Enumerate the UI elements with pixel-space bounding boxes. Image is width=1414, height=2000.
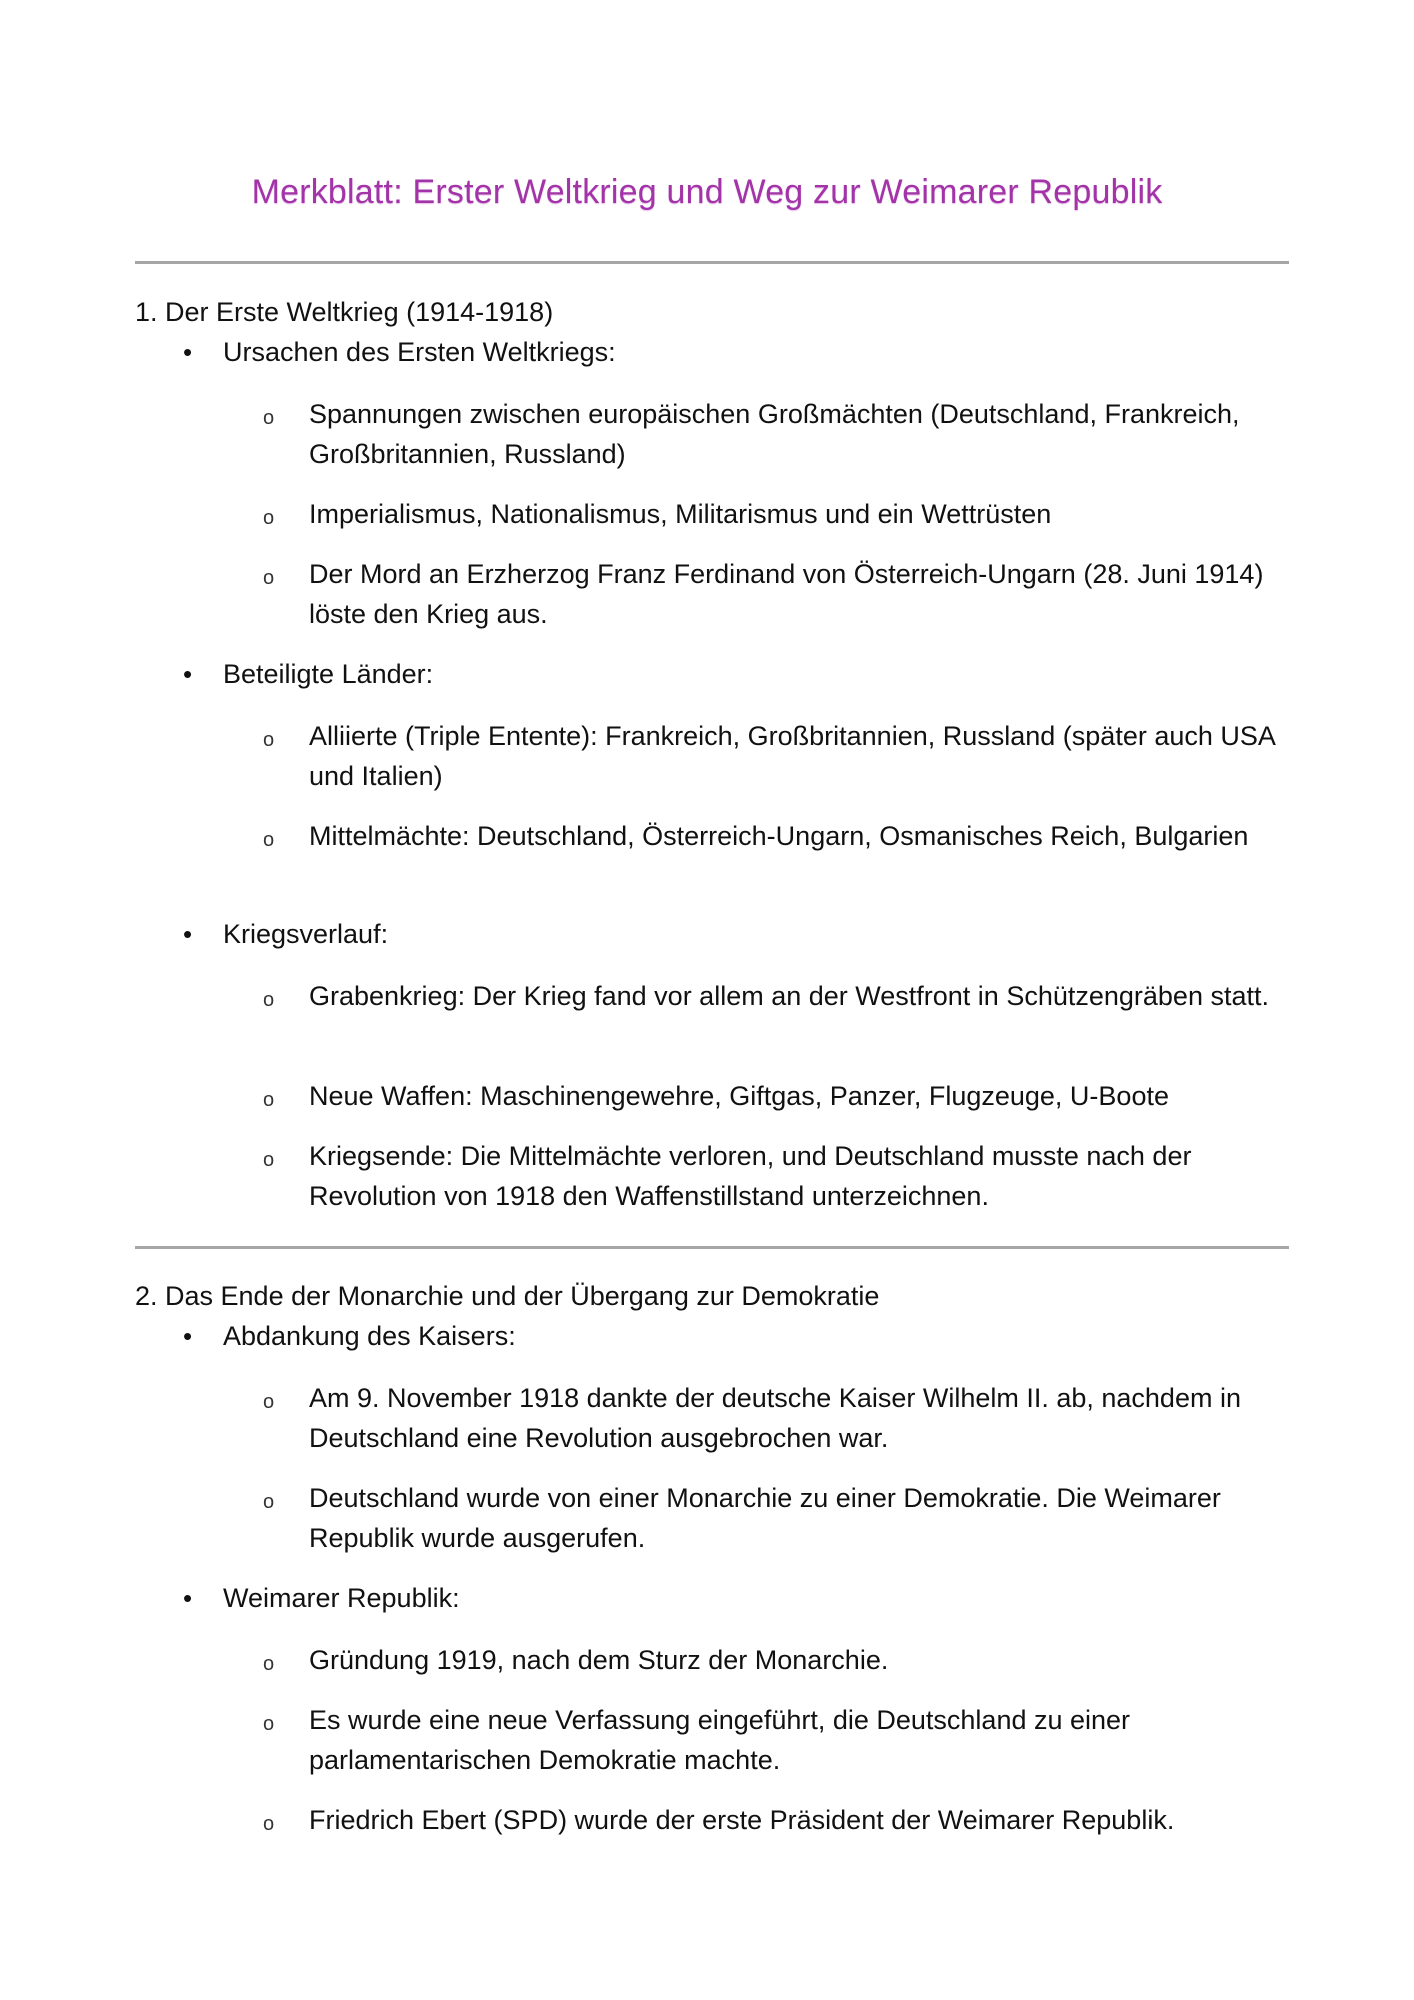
sub-bullet-icon: o (263, 407, 275, 429)
sub-item-text: Es wurde eine neue Verfassung eingeführt, die Deutschland zu einer parlamentarischen Demokratie machte. (309, 1705, 1131, 1775)
sub-bullet-icon: o (263, 1713, 275, 1735)
section-divider (135, 1246, 1289, 1249)
section-heading: 2. Das Ende der Monarchie und der Übergang zur Demokratie (135, 1281, 880, 1311)
sub-item-text: Gründung 1919, nach dem Sturz der Monarchie. (309, 1645, 889, 1675)
document-title: Merkblatt: Erster Weltkrieg und Weg zur Weimarer Republik (251, 173, 1163, 211)
section-divider (135, 261, 1289, 264)
sub-item-text: Der Mord an Erzherzog Franz Ferdinand von Österreich-Ungarn (28. Juni 1914) löste den Krieg aus. (309, 559, 1264, 629)
sub-bullet-icon: o (263, 1653, 275, 1675)
bullet-label: Beteiligte Länder: (223, 659, 434, 689)
sub-bullet-icon: o (263, 1391, 275, 1413)
sub-bullet-icon: o (263, 729, 275, 751)
sub-item-text: Mittelmächte: Deutschland, Österreich-Ungarn, Osmanisches Reich, Bulgarien (309, 821, 1249, 851)
bullet-label: Weimarer Republik: (223, 1583, 460, 1613)
sub-bullet-icon: o (263, 1813, 275, 1835)
sub-item-text: Friedrich Ebert (SPD) wurde der erste Präsident der Weimarer Republik. (309, 1805, 1175, 1835)
bullet-icon: • (183, 1321, 193, 1351)
sub-bullet-icon: o (263, 829, 275, 851)
bullet-label: Ursachen des Ersten Weltkriegs: (223, 337, 616, 367)
section-heading: 1. Der Erste Weltkrieg (1914-1918) (135, 297, 554, 327)
sub-item-text: Imperialismus, Nationalismus, Militarismus und ein Wettrüsten (309, 499, 1052, 529)
sub-bullet-icon: o (263, 1089, 275, 1111)
bullet-icon: • (183, 919, 193, 949)
sub-item-text: Kriegsende: Die Mittelmächte verloren, und Deutschland musste nach der Revolution von 1918 den Waffenstillstand unterzeichnen. (309, 1141, 1192, 1211)
bullet-icon: • (183, 337, 193, 367)
bullet-icon: • (183, 1583, 193, 1613)
sub-bullet-icon: o (263, 1149, 275, 1171)
sub-bullet-icon: o (263, 1491, 275, 1513)
sub-bullet-icon: o (263, 567, 275, 589)
sub-item-text: Deutschland wurde von einer Monarchie zu einer Demokratie. Die Weimarer Republik wurde ausgerufen. (309, 1483, 1221, 1553)
bullet-icon: • (183, 659, 193, 689)
sub-item-text: Grabenkrieg: Der Krieg fand vor allem an der Westfront in Schützengräben statt. (309, 981, 1269, 1011)
sub-item-text: Am 9. November 1918 dankte der deutsche Kaiser Wilhelm II. ab, nachdem in Deutschland eine Revolution ausgebrochen war. (309, 1383, 1241, 1453)
sub-bullet-icon: o (263, 507, 275, 529)
bullet-label: Abdankung des Kaisers: (223, 1321, 516, 1351)
sub-bullet-icon: o (263, 989, 275, 1011)
sub-item-text: Alliierte (Triple Entente): Frankreich, Großbritannien, Russland (später auch USA und Italien) (309, 721, 1275, 791)
bullet-label: Kriegsverlauf: (223, 919, 389, 949)
sub-item-text: Neue Waffen: Maschinengewehre, Giftgas, Panzer, Flugzeuge, U-Boote (309, 1081, 1169, 1111)
sub-item-text: Spannungen zwischen europäischen Großmächten (Deutschland, Frankreich, Großbritannien, Russland) (309, 399, 1240, 469)
